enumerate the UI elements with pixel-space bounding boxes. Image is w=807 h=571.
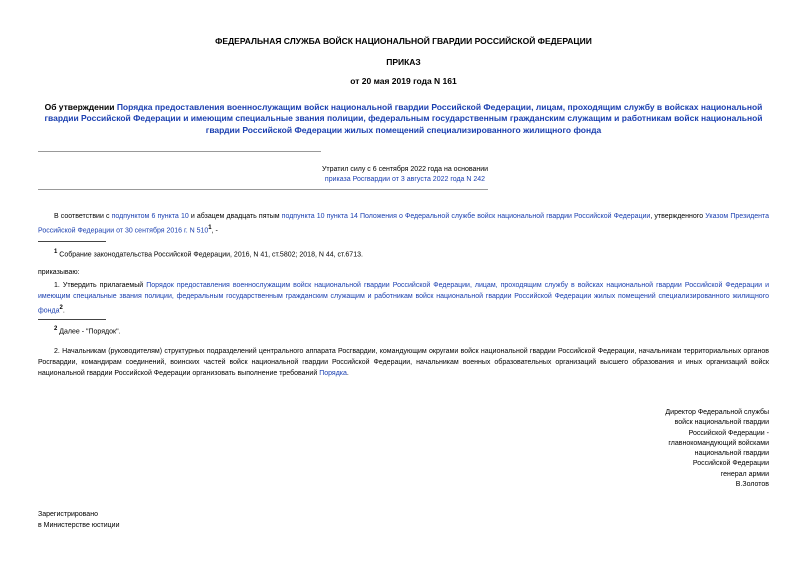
registration-line-1: Зарегистрировано (38, 511, 98, 518)
footnote-2-text: Далее - "Порядок". (57, 328, 121, 336)
registration-note (38, 510, 119, 532)
item-1-text-2: . (62, 306, 65, 314)
signature-line: Директор Федеральной службы (665, 409, 769, 416)
title-order-link[interactable]: Порядка предоставления военнослужащим войск национальной гвардии Российской Федерации, лицам, проходящим службу в войсках национальной гвардии Российской Федерации и имеющим специальные звания полиции, федеральным государственным гражданским служащим и работникам войск национальной гвардии Российской Федерации жилых помещений специализированного жилищного фонда (44, 102, 763, 135)
preamble-text-2: и абзацем двадцать пятым (188, 213, 282, 220)
item-2-text-1: 2. Начальникам (руководителям) структурных подразделений центрального аппарата Росгвардии, командующим округами войск национальной гвардии Российской Федерации, начальникам территориальных органов Росгвардии, командирам соединений, воинских частей войск национальной гвардии Российской Федерации, начальникам военных образовательных организаций высшего образования и иных организаций войск национальной гвардии Российской Федерации организовать выполнение требований (38, 348, 769, 377)
footnote-separator-1 (38, 241, 106, 242)
document-title (38, 102, 769, 136)
item-2-procedure-link[interactable]: Порядка (319, 369, 347, 377)
status-repeal-link[interactable]: приказа Росгвардии от 3 августа 2022 года N 242 (324, 176, 486, 183)
organization-name: ФЕДЕРАЛЬНАЯ СЛУЖБА ВОЙСК НАЦИОНАЛЬНОЙ ГВАРДИИ РОССИЙСКОЙ ФЕДЕРАЦИИ (215, 36, 592, 46)
signature-line: генерал армии (720, 470, 769, 478)
item-2-paragraph (38, 347, 769, 379)
preamble-text-3: , утвержденного (650, 213, 706, 220)
registration-line-2: в Министерстве юстиции (38, 521, 120, 529)
order-word: приказываю: (38, 269, 80, 276)
preamble-link-regulation[interactable]: подпункта 10 пункта 14 Положения о Федеральной службе войск национальной гвардии Российской Федерации (281, 213, 651, 220)
item-1-procedure-link[interactable]: Порядок предоставления военнослужащим войск национальной гвардии Российской Федерации, лицам, проходящим службу в войсках национальной гвардии Российской Федерации и имеющим специальные звания полиции, федеральным государственным гражданским служащим и работникам войск национальной гвардии Российской Федерации жилых помещений специализированного жилищного фонда (38, 282, 769, 314)
preamble-link-decree[interactable]: Указом Президента Российской Федерации от 30 сентября 2016 г. N 510 (38, 213, 770, 235)
item-1-paragraph (38, 281, 769, 317)
status-text: Утратил силу с 6 сентября 2022 года на основании (321, 166, 489, 173)
document-date: от 20 мая 2019 года N 161 (350, 76, 457, 86)
footnote-ref-2: 2 (59, 304, 63, 311)
status-note (300, 165, 510, 185)
footnote-ref-1: 1 (208, 224, 212, 231)
footnote-1 (54, 247, 363, 260)
signer-name: В.Золотов (735, 481, 769, 489)
item-1-text-1: 1. Утвердить прилагаемый (54, 282, 147, 289)
divider-bottom (38, 189, 488, 190)
footnote-separator-2 (38, 319, 106, 320)
footnote-1-mark: 1 (54, 249, 58, 255)
footnote-2 (54, 324, 121, 337)
signature-block (599, 408, 769, 490)
signature-line: национальной гвардии (694, 450, 769, 458)
signature-line: войск национальной гвардии (674, 419, 769, 427)
preamble-paragraph (38, 212, 769, 237)
footnote-2-mark: 2 (54, 326, 58, 332)
signature-line: главнокомандующий войсками (668, 439, 769, 447)
preamble-text-4: , - (211, 227, 218, 235)
signature-line: Российской Федерации (692, 460, 769, 468)
divider-top (38, 151, 321, 152)
document-type: ПРИКАЗ (386, 57, 421, 67)
footnote-1-text: Собрание законодательства Российской Федерации, 2016, N 41, ст.5802; 2018, N 44, ст.6713. (57, 251, 363, 259)
title-prefix: Об утверждении (44, 102, 117, 112)
item-2-text-2: . (346, 369, 349, 377)
signature-line: Российской Федерации - (688, 429, 769, 437)
preamble-text-1: В соответствии с (54, 213, 112, 220)
preamble-link-subpoint[interactable]: подпунктом 6 пункта 10 (111, 213, 189, 220)
